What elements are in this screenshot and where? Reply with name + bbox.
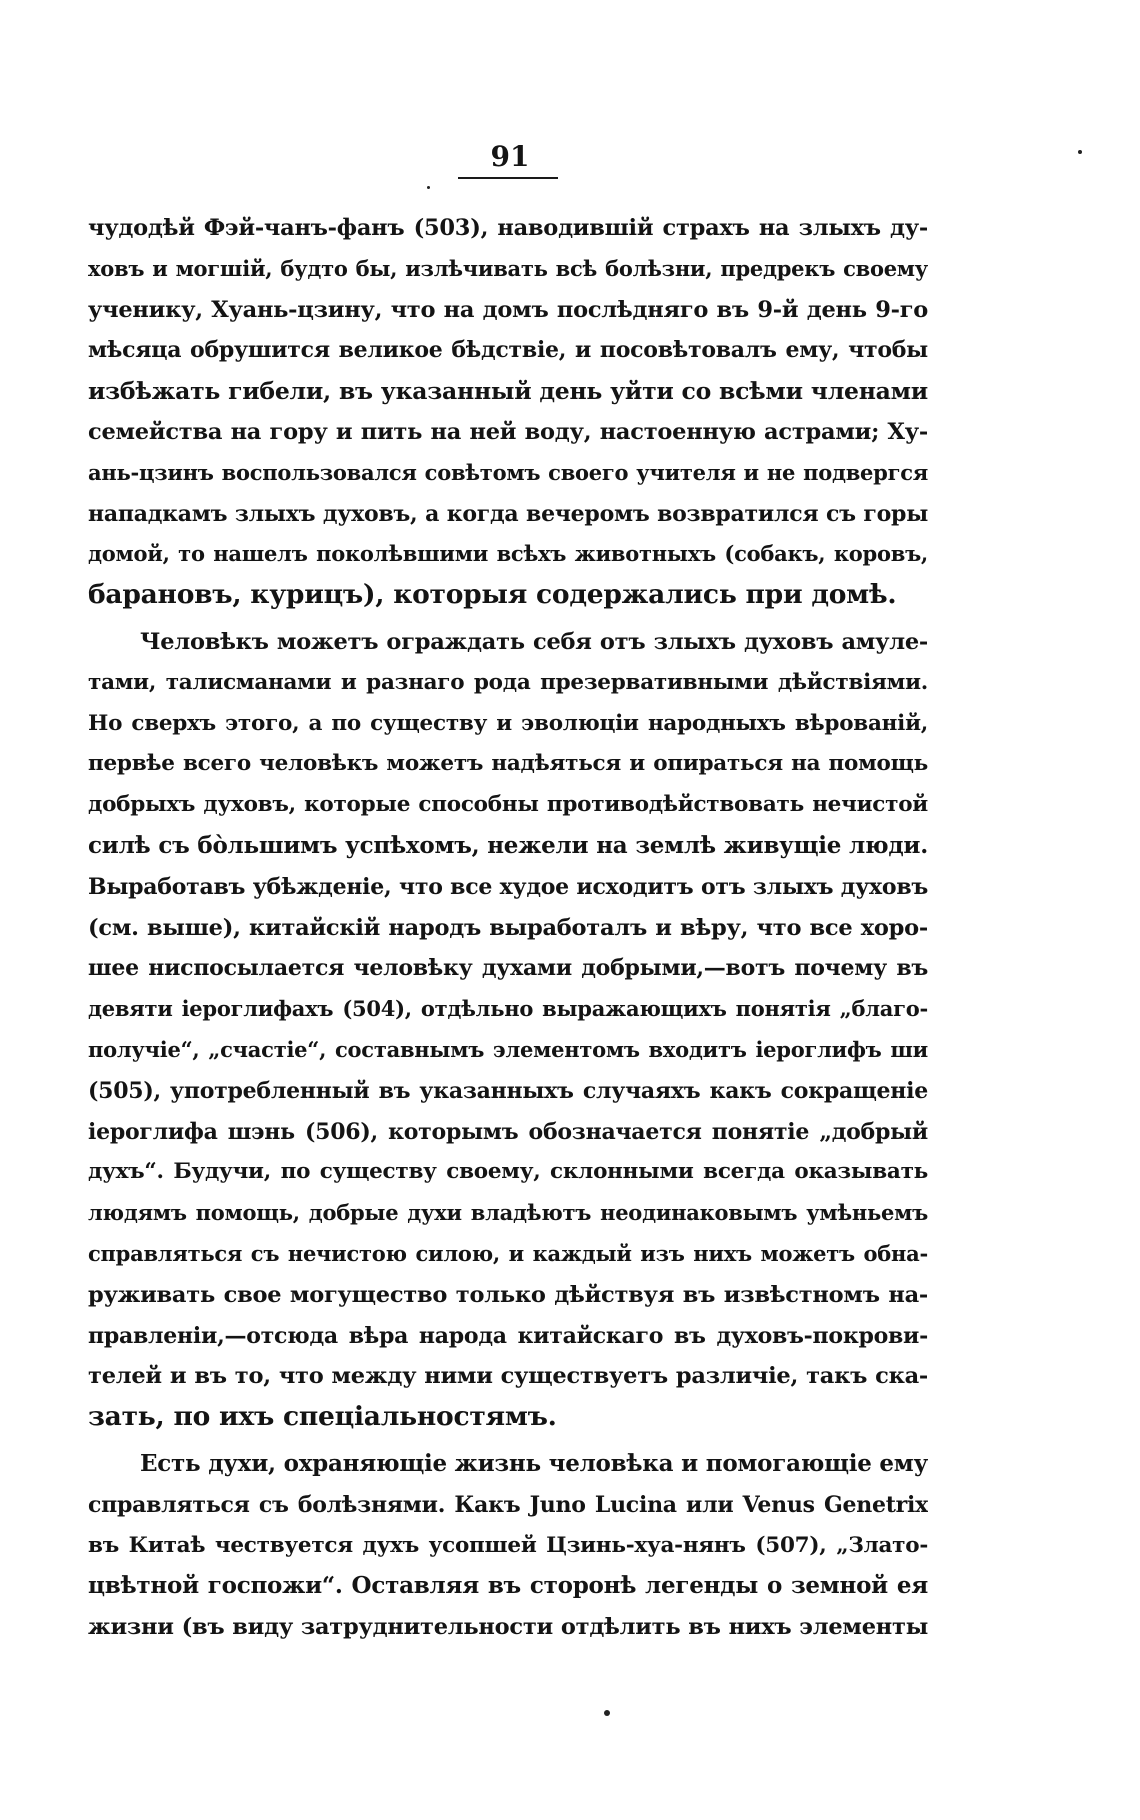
page-number: 91 [490,140,530,173]
text-line: Выработавъ убѣжденіе, что все худое исходитъ отъ злыхъ духовъ [88,873,928,900]
text-line: въ Китаѣ чествуется духъ усопшей Цзинь-хуа-нянъ (507), „Злато- [88,1532,928,1558]
text-line: (см. выше), китайскій народъ выработалъ и вѣру, что все хоро- [88,914,928,941]
scan-speck [427,186,430,189]
text-line: избѣжать гибели, въ указанный день уйти со всѣми членами [88,377,928,406]
text-line: духъ“. Будучи, по существу своему, склонными всегда оказывать [88,1159,928,1185]
text-line: добрыхъ духовъ, которые способны противодѣйствовать нечистой [88,792,928,818]
text-line: ховъ и могшій, будто бы, излѣчивать всѣ болѣзни, предрекъ своему [88,255,928,281]
text-line: справляться съ болѣзнями. Какъ Juno Lucina или Venus Genetrix [88,1491,928,1518]
body-text [88,208,928,1648]
text-line: мѣсяца обрушится великое бѣдствіе, и посовѣтовалъ ему, чтобы [88,337,928,364]
text-line: Человѣкъ можетъ ограждать себя отъ злыхъ духовъ амуле- [140,628,928,655]
text-line: ань-цзинъ воспользовался совѣтомъ своего учителя и не подвергся [88,459,928,485]
text-line: девяти іероглифахъ (504), отдѣльно выражающихъ понятія „благо- [88,996,928,1022]
text-line: семейства на гору и пить на ней воду, настоенную астрами; Ху- [88,418,928,445]
text-line: Но сверхъ этого, а по существу и эволюціи народныхъ вѣрованій, [88,710,928,736]
text-line: барановъ, курицъ), которыя содержались при домѣ. [88,579,897,611]
text-line: чудодѣй Фэй-чанъ-фанъ (503), наводившій страхъ на злыхъ ду- [88,215,928,241]
text-line: домой, то нашелъ поколѣвшими всѣхъ животныхъ (собакъ, коровъ, [88,541,928,567]
text-line: тами, талисманами и разнаго рода презервативными дѣйствіями. [88,669,928,695]
scan-speck [604,1710,610,1716]
text-line: телей и въ то, что между ними существуетъ различіе, такъ ска- [88,1363,928,1390]
text-line: справляться съ нечистою силою, и каждый изъ нихъ можетъ обна- [88,1240,928,1266]
text-line: руживать свое могущество только дѣйствуя въ извѣстномъ на- [88,1281,928,1308]
text-line: правленіи,—отсюда вѣра народа китайскаго въ духовъ-покрови- [88,1322,928,1349]
text-line: іероглифа шэнь (506), которымъ обозначается понятіе „добрый [88,1118,928,1145]
text-line: зать, по ихъ спеціальностямъ. [88,1401,557,1433]
text-line: жизни (въ виду затруднительности отдѣлить въ нихъ элементы [88,1614,928,1641]
text-line: людямъ помощь, добрые духи владѣютъ неодинаковымъ умѣньемъ [88,1200,928,1226]
text-line: получіе“, „счастіе“, составнымъ элементомъ входитъ іероглифъ ши [88,1036,928,1062]
text-line: шее ниспосылается человѣку духами добрыми,—вотъ почему въ [88,955,928,982]
scan-speck [1078,150,1082,154]
page-number-rule [458,177,558,179]
text-line: первѣе всего человѣкъ можетъ надѣяться и опираться на помощь [88,751,928,777]
text-line: цвѣтной госпожи“. Оставляя въ сторонѣ легенды о земной ея [88,1572,928,1600]
text-line: Есть духи, охраняющіе жизнь человѣка и помогающіе ему [140,1449,928,1477]
text-line: ученику, Хуань-цзину, что на домъ послѣдняго въ 9-й день 9-го [88,296,928,323]
text-line: нападкамъ злыхъ духовъ, а когда вечеромъ возвратился съ горы [88,500,928,527]
text-line: (505), употребленный въ указанныхъ случаяхъ какъ сокращеніе [88,1077,928,1104]
text-line: силѣ съ бо̀льшимъ успѣхомъ, нежели на землѣ живущіе люди. [88,831,928,859]
